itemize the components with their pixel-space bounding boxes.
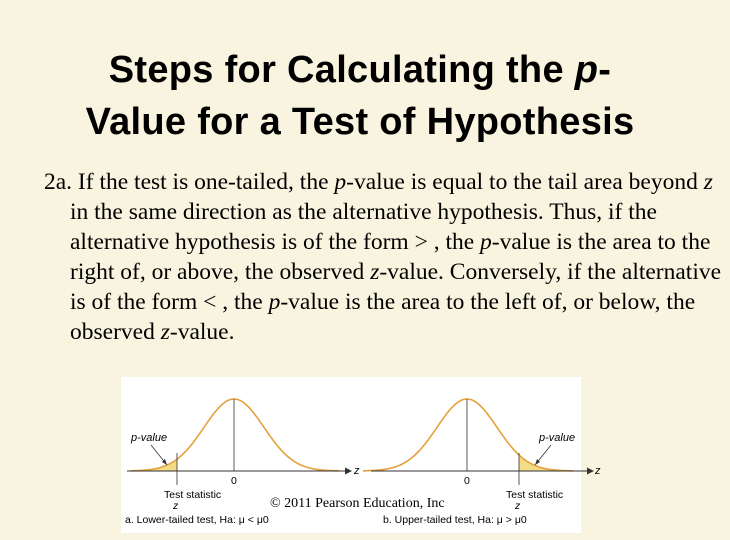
title-line1-prefix: Steps for Calculating the — [108, 49, 575, 91]
body-italic-p-1: p — [334, 169, 347, 195]
body-seg-4: -value is the area to the right of, or above, the observed — [70, 229, 711, 285]
left-axis-var: z — [354, 465, 360, 477]
copyright-notice: © 2011 Pearson Education, Inc — [270, 496, 445, 511]
left-caption: a. Lower-tailed test, Ha: μ < μ0 — [125, 514, 269, 526]
title-line1-suffix: - — [598, 49, 612, 91]
right-zero-label: 0 — [464, 475, 470, 487]
body-italic-p-3: p — [268, 289, 281, 315]
right-axis-arrow — [587, 468, 594, 475]
right-axis-var: z — [595, 465, 601, 477]
body-italic-z-3: z — [160, 319, 170, 345]
body-seg-7: -value. — [169, 319, 235, 345]
body-seg-6: -value is the area to the left of, or below, the observed — [70, 289, 696, 345]
body-seg-2: -value is equal to the tail area beyond — [346, 169, 704, 195]
right-stat-label: Test statistic — [506, 489, 564, 501]
title-line1-italic: p — [574, 49, 599, 91]
body-seg-3: in the same direction as the alternative hypothesis. Thus, if the alternative hypothesis is of the form > , the — [70, 199, 657, 255]
body-italic-z-2: z — [370, 259, 380, 285]
body-italic-p-2: p — [480, 229, 492, 255]
slide-title — [20, 44, 700, 148]
left-stat-label: Test statistic — [164, 489, 222, 501]
right-caption: b. Upper-tailed test, Ha: μ > μ0 — [383, 514, 527, 526]
left-zero-label: 0 — [231, 475, 237, 487]
body-seg-1: 2a. If the test is one-tailed, the — [44, 169, 335, 195]
left-stat-var: z — [173, 500, 179, 512]
title-line2: Value for a Test of Hypothesis — [85, 101, 635, 143]
body-seg-5: -value. Conversely, if the alternative is of the form < , the — [70, 259, 722, 315]
body-italic-z-1: z — [703, 169, 713, 195]
right-stat-var: z — [515, 500, 521, 512]
body-paragraph — [44, 167, 730, 347]
right-pvalue-label: p-value — [539, 432, 576, 444]
left-axis-arrow — [345, 468, 352, 475]
left-pvalue-label: p-value — [131, 432, 168, 444]
